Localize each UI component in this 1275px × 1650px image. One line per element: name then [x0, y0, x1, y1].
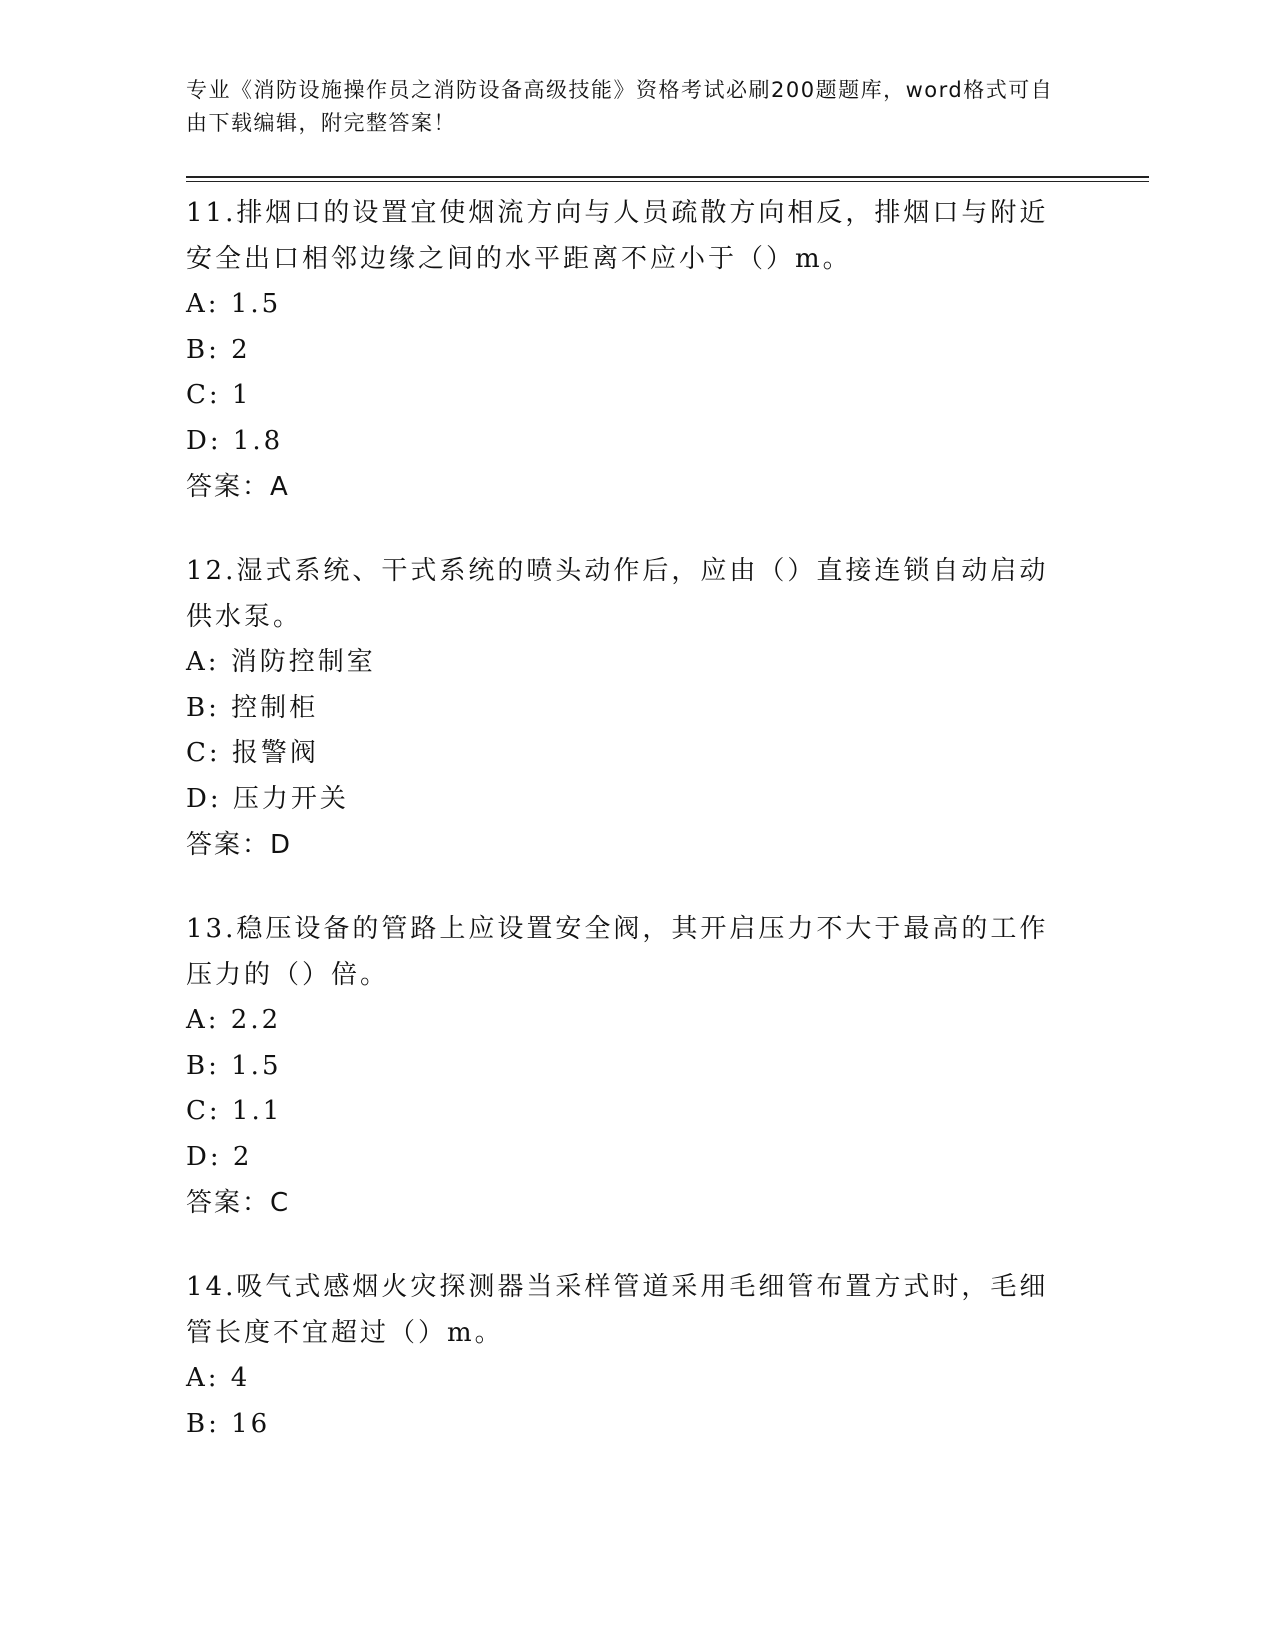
- answer-text: 答案：A: [186, 472, 290, 502]
- option-b: B: 控制柜: [186, 692, 319, 723]
- answer-text: 答案：D: [186, 830, 293, 860]
- option-a: A: 1.5: [186, 289, 282, 319]
- question-stem: 13.稳压设备的管路上应设置安全阀，其开启压力不大于最高的工作压力的（）倍。: [186, 914, 1049, 990]
- question-stem: 11.排烟口的设置宜使烟流方向与人员疏散方向相反，排烟口与附近安全出口相邻边缘之间的水平距离不应小于（）m。: [186, 198, 1049, 274]
- header-divider-thick: [186, 176, 1149, 178]
- option-d: D: 1.8: [186, 425, 284, 456]
- option-b: B: 16: [186, 1408, 271, 1439]
- answer-text: 答案：C: [186, 1188, 291, 1218]
- question-12: [186, 548, 1076, 868]
- question-list: [186, 190, 1076, 1485]
- option-b: B: 1.5: [186, 1050, 282, 1081]
- question-stem: 12.湿式系统、干式系统的喷头动作后，应由（）直接连锁自动启动供水泵。: [186, 556, 1049, 632]
- option-c: C: 1: [186, 380, 252, 410]
- option-c: C: 报警阀: [186, 738, 319, 768]
- option-a: A: 消防控制室: [186, 647, 376, 677]
- question-13: [186, 906, 1076, 1226]
- option-a: A: 4: [186, 1363, 251, 1393]
- question-14: [186, 1264, 1076, 1447]
- option-d: D: 2: [186, 1141, 253, 1172]
- option-c: C: 1.1: [186, 1096, 283, 1126]
- document-header: 专业《消防设施操作员之消防设备高级技能》资格考试必刷200题题库，word格式可自由下载编辑，附完整答案！: [186, 78, 1054, 135]
- option-d: D: 压力开关: [186, 783, 349, 814]
- option-b: B: 2: [186, 334, 251, 365]
- question-11: [186, 190, 1076, 510]
- question-stem: 14.吸气式感烟火灾探测器当采样管道采用毛细管布置方式时，毛细管长度不宜超过（）m。: [186, 1272, 1049, 1348]
- option-a: A: 2.2: [186, 1005, 282, 1035]
- header-divider-thin: [186, 181, 1149, 182]
